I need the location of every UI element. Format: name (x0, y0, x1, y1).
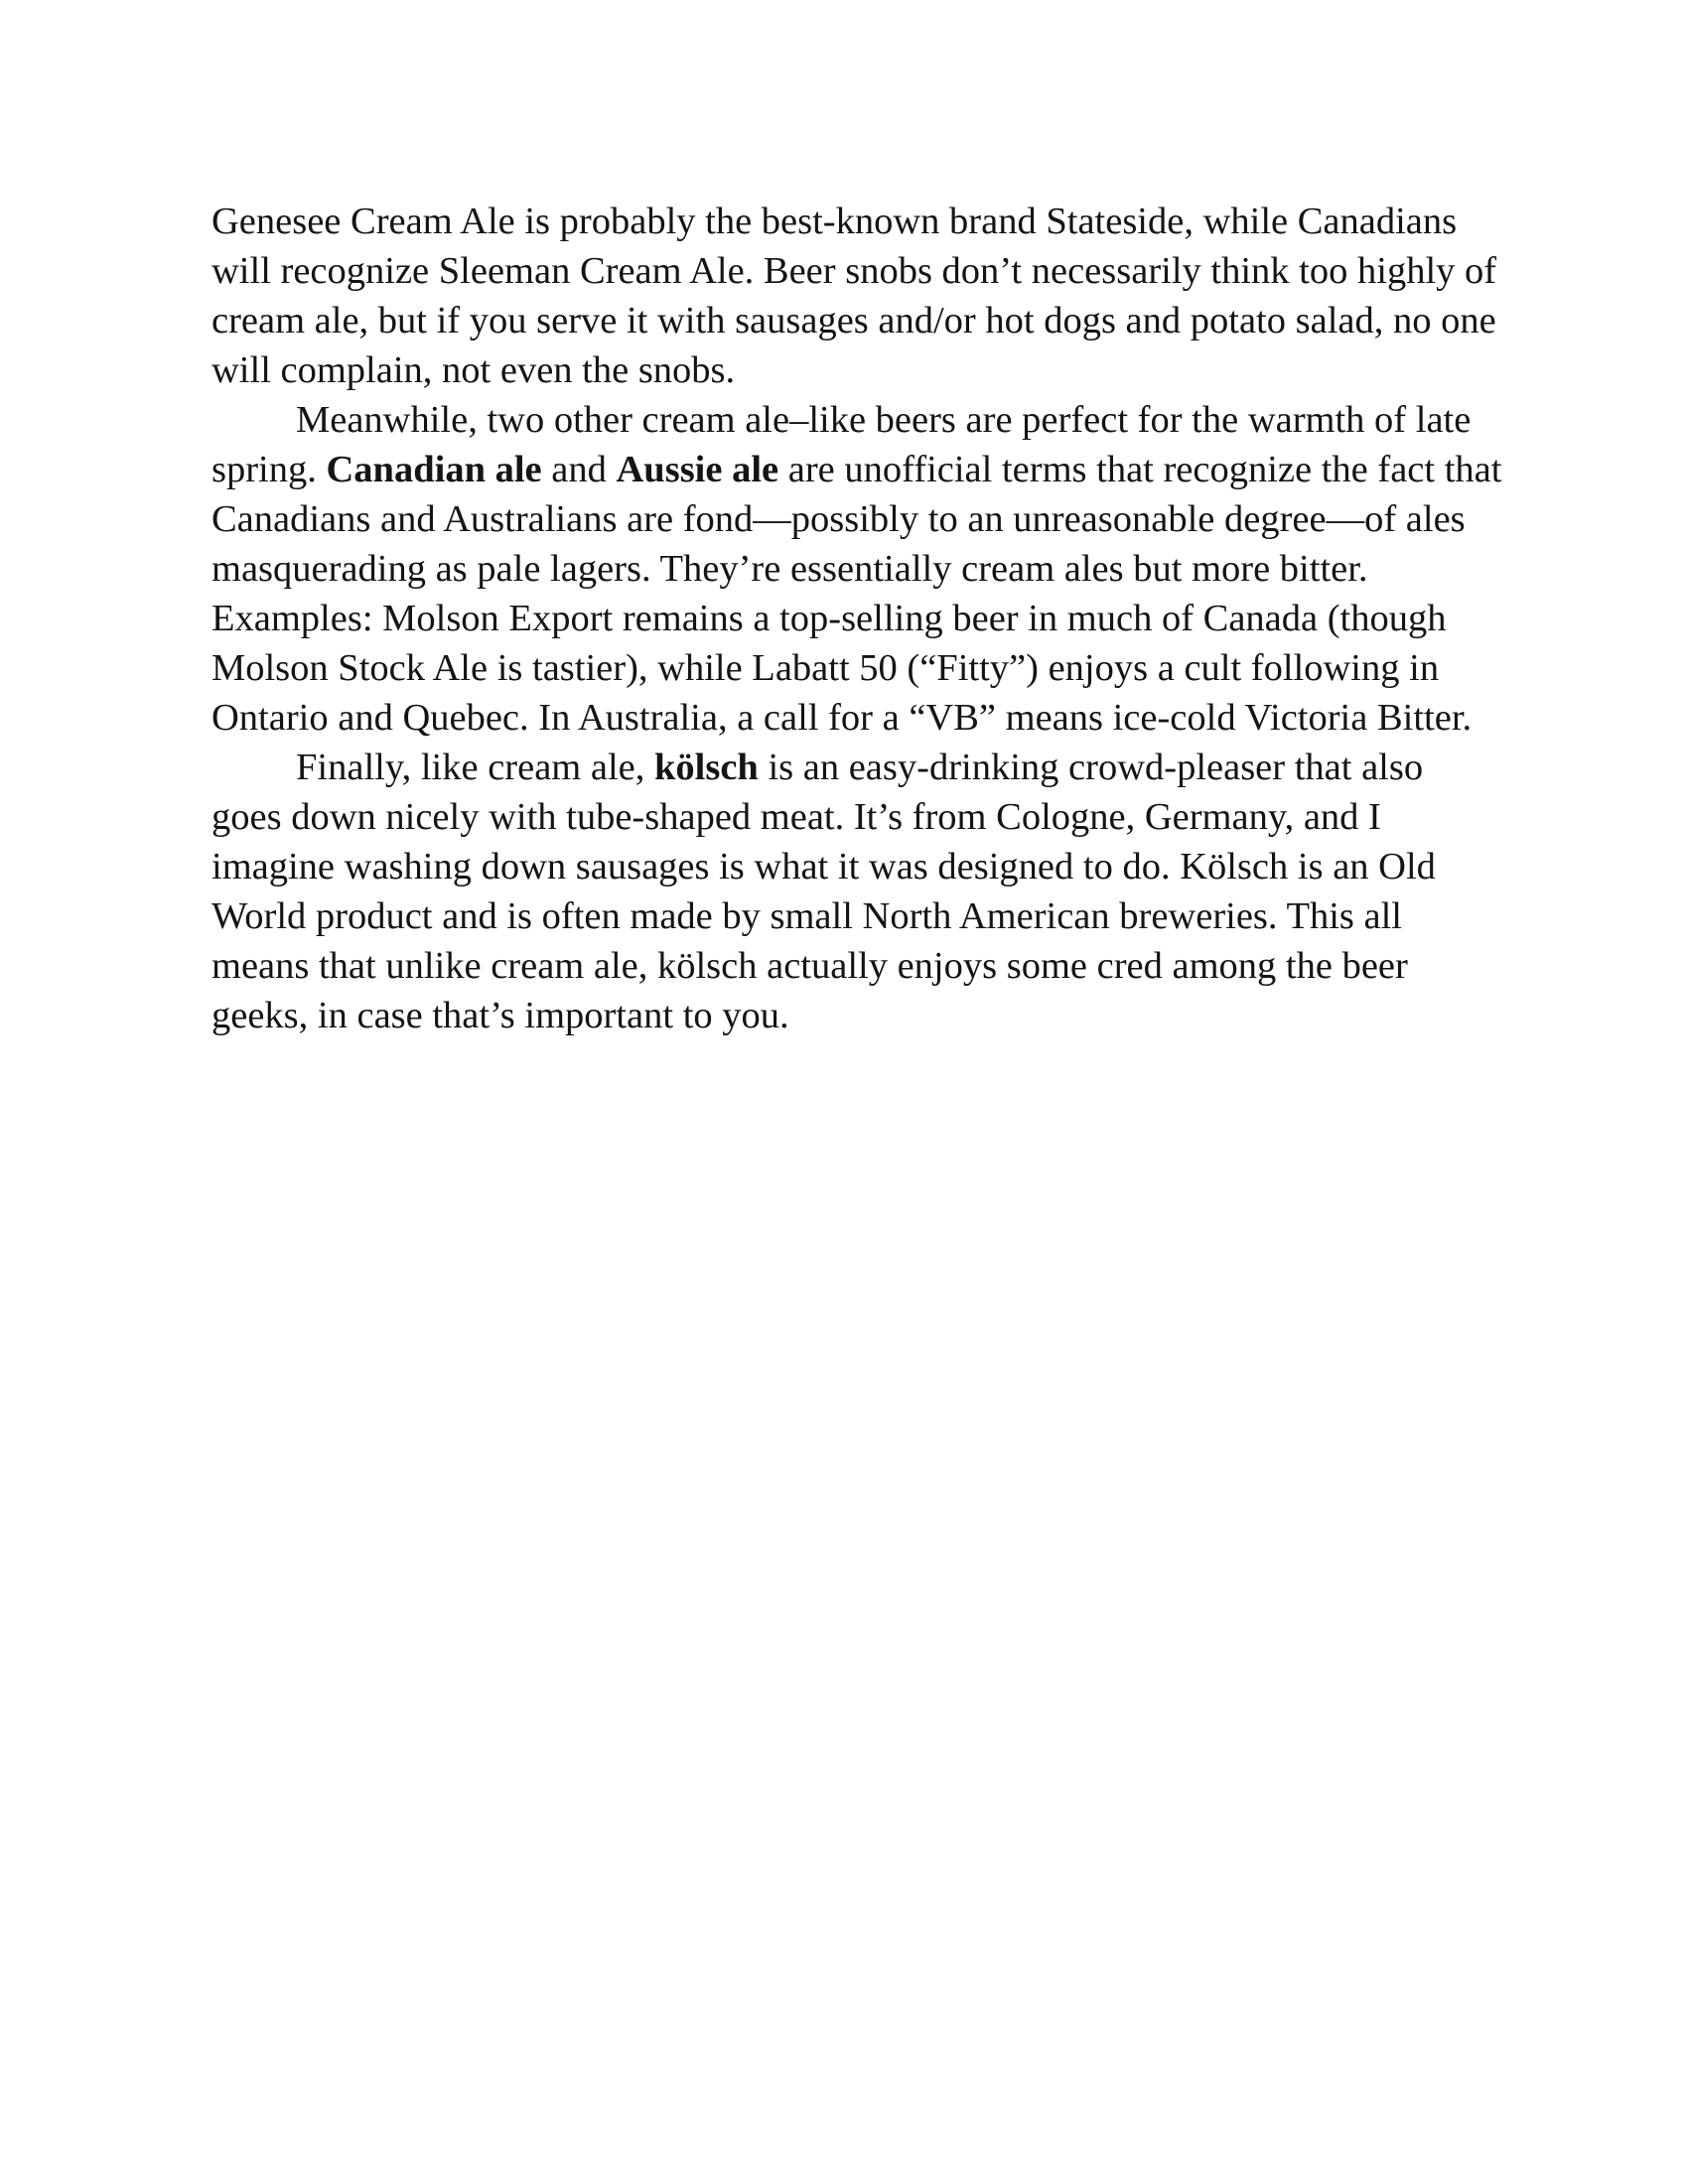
paragraph-3-text-2: is an easy-drinking crowd-pleaser that also goes down nicely with tube-shaped meat. It’s from Cologne, Germany, and I imagine washing down sausages is what it was designed to do. Kölsch is an Old World product and is often made by small North American breweries. This all means that unlike cream ale, kölsch actually enjoys some cred among the beer geeks, in case that’s important to you. (211, 747, 1436, 1036)
paragraph-2-text-2: and (541, 449, 617, 490)
paragraph-1 (211, 197, 1502, 395)
paragraph-2-text-3: are unofficial terms that recognize the fact that Canadians and Australians are fond—possibly to an unreasonable degree—of ales masquerading as pale lagers. They’re essentially cream ales but more bitter. Examples: Molson Export remains a top-selling beer in much of Canada (though Molson Stock Ale is tastier), while Labatt 50 (“Fitty”) enjoys a cult following in Ontario and Quebec. In Australia, a call for a “VB” means ice-cold Victoria Bitter. (211, 449, 1502, 739)
term-kolsch: kölsch (653, 747, 759, 788)
paragraph-3-text-1: Finally, like cream ale, (296, 747, 654, 788)
paragraph-2-text-1: Meanwhile, two other cream ale–like beers are perfect for the warmth of late spring. (211, 399, 1472, 490)
paragraph-2 (211, 395, 1502, 743)
term-canadian-ale: Canadian ale (326, 449, 542, 490)
paragraph-1-text: Genesee Cream Ale is probably the best-known brand Stateside, while Canadians will recognize Sleeman Cream Ale. Beer snobs don’t necessarily think too highly of cream ale, but if you serve it with sausages and/or hot dogs and potato salad, no one will complain, not even the snobs. (211, 201, 1497, 391)
paragraph-3 (211, 743, 1502, 1040)
term-aussie-ale: Aussie ale (616, 449, 779, 490)
document-page (211, 197, 1502, 1040)
